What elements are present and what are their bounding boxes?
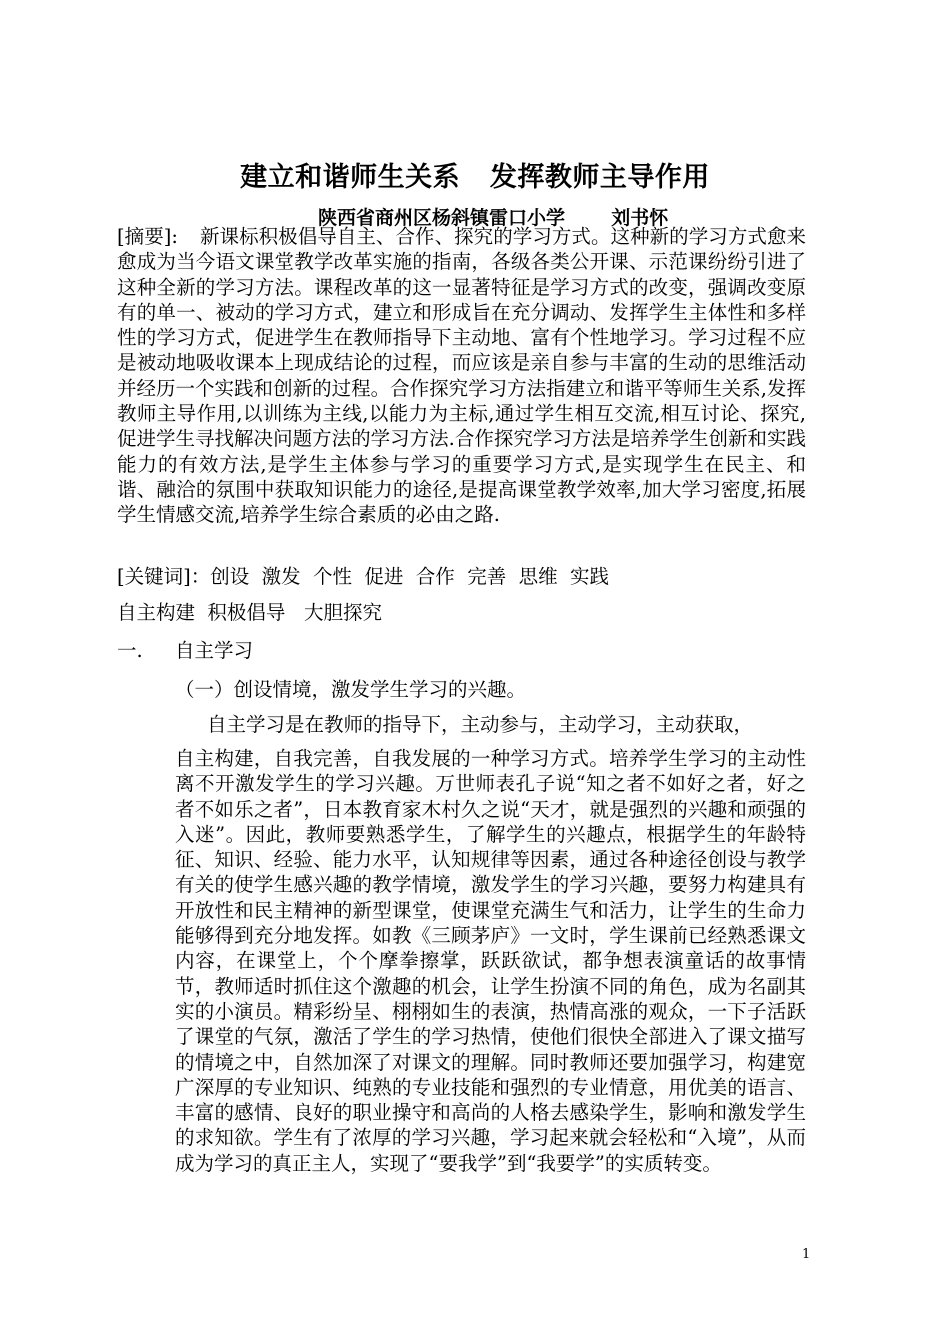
abstract-paragraph xyxy=(117,224,806,528)
abstract-text: 新课标积极倡导自主、合作、探究的学习方式。这种新的学习方式愈来愈成为当今语文课堂教学改革实施的指南，各级各类公开课、示范课纷纷引进了这种全新的学习方法。课程改革的这一显著特征是学习方式的改变，强调改变原有的单一、被动的学习方式，建立和形成旨在充分调动、发挥学生主体性和多样性的学习方式，促进学生在教师指导下主动地、富有个性地学习。学习过程不应是被动地吸收课本上现成结论的过程，而应该是亲自参与丰富的生动的思维活动并经历一个实践和创新的过程。合作探究学习方法指建立和谐平等师生关系,发挥教师主导作用,以训练为主线,以能力为主标,通过学生相互交流,相互讨论、探究,促进学生寻找解决问题方法的学习方法.合作探究学习方法是培养学生创新和实践能力的有效方法,是学生主体参与学习的重要学习方式,是实现学生在民主、和谐、融洽的氛围中获取知识能力的途径,是提高课堂教学效率,加大学习密度,拓展学生情感交流,培养学生综合素质的必由之路. xyxy=(117,225,806,527)
document-title: 建立和谐师生关系 发挥教师主导作用 xyxy=(240,162,710,193)
section-number: 一. xyxy=(117,639,143,662)
page-number: 1 xyxy=(802,1247,811,1262)
keywords-line-continued: 自主构建 积极倡导 大胆探究 xyxy=(117,601,382,624)
section-title: 自主学习 xyxy=(175,639,254,662)
keywords-line: [关键词]：创设 激发 个性 促进 合作 完善 思维 实践 xyxy=(117,565,609,588)
section-heading xyxy=(117,635,253,663)
paragraph-first-line: 自主学习是在教师的指导下，主动参与，主动学习，主动获取， xyxy=(207,713,754,736)
body-paragraph: 自主构建，自我完善，自我发展的一种学习方式。培养学生学习的主动性离不开激发学生的学习兴趣。万世师表孔子说“知之者不如好之者，好之者不如乐之者”，日本教育家木村久之说“天才，就是强烈的兴趣和顽强的入迷”。因此，教师要熟悉学生，了解学生的兴趣点，根据学生的年龄特征、知识、经验、能力水平，认知规律等因素，通过各种途径创设与教学有关的使学生感兴趣的教学情境，激发学生的学习兴趣，要努力构建具有开放性和民主精神的新型课堂，使课堂充满生气和活力，让学生的生命力能够得到充分地发挥。如教《三顾茅庐》一文时，学生课前已经熟悉课文内容，在课堂上，个个摩拳擦掌，跃跃欲试，都争想表演童话的故事情节，教师适时抓住这个激趣的机会，让学生扮演不同的角色，成为名副其实的小演员。精彩纷呈、栩栩如生的表演，热情高涨的观众，一下子活跃了课堂的气氛，激活了学生的学习热情，使他们很快全部进入了课文描写的情境之中，自然加深了对课文的理解。同时教师还要加强学习，构建宽广深厚的专业知识、纯熟的专业技能和强烈的专业情意，用优美的语言、丰富的感情、良好的职业操守和高尚的人格去感染学生，影响和激发学生的求知欲。学生有了浓厚的学习兴趣，学习起来就会轻松和“入境”，从而成为学习的真正主人，实现了“要我学”到“我要学”的实质转变。 xyxy=(175,747,806,1175)
subsection-heading: （一）创设情境，激发学生学习的兴趣。 xyxy=(175,678,527,701)
author-line: 陕西省商州区杨斜镇雷口小学 刘书怀 xyxy=(318,207,669,229)
abstract-label: [摘要]: xyxy=(117,225,178,248)
